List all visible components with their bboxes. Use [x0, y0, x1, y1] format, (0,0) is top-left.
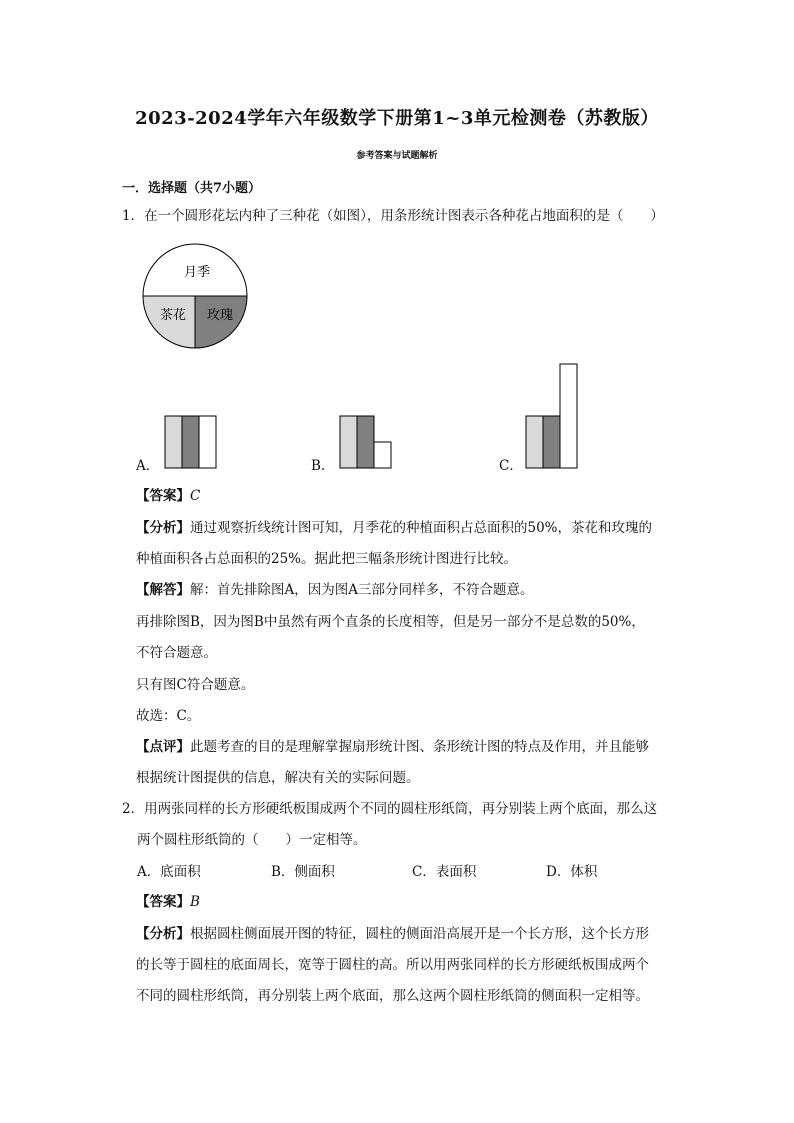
q2-analysis-line-3: 不同的圆柱形纸筒，再分别装上两个底面，那么这两个圆柱形纸筒的侧面积一定相等。 [136, 988, 649, 1004]
q1-answer [136, 486, 200, 506]
q1-option-c-label: C． [499, 458, 523, 474]
q1-solution-line-4: 只有图C符合题意。 [136, 677, 255, 693]
bar-b-1 [340, 416, 357, 468]
q1-comment-line-2: 根据统计图提供的信息，解决有关的实际问题。 [136, 770, 420, 786]
q1-solution-line-2: 再排除图B，因为图B中虽然有两个直条的长度相等，但是另一部分不是总数的50%， [136, 614, 645, 630]
answer-value: B [190, 894, 200, 910]
q2-stem-line-2: 两个圆柱形纸筒的（ ）一定相等。 [137, 832, 367, 848]
q1-solution-line-3: 不符合题意。 [136, 645, 217, 661]
q1-option-a-chart [163, 414, 219, 470]
bar-c-1 [526, 416, 543, 468]
comment-tag: 【点评】 [136, 739, 190, 755]
q2-option-d: D．体积 [546, 864, 598, 880]
bar-a-1 [165, 416, 182, 468]
q1-option-b-label: B． [311, 458, 335, 474]
pie-label-chahua: 茶花 [159, 308, 187, 323]
bar-a-3 [199, 416, 216, 468]
q2-stem-line-1: 2．用两张同样的长方形硬纸板围成两个不同的圆柱形纸筒，再分别装上两个底面，那么这 [122, 801, 658, 817]
q1-solution-line-1: 【解答】解：首先排除图A，因为图A三部分同样多，不符合题意。 [136, 582, 534, 598]
q1-analysis-line-2: 种植面积各占总面积的25%。据此把三幅条形统计图进行比较。 [136, 551, 518, 567]
analysis-tag: 【分析】 [136, 926, 190, 942]
q2-option-b: B．侧面积 [271, 864, 335, 880]
document-subtitle: 参考答案与试题解析 [356, 151, 438, 161]
q1-pie-figure [140, 243, 250, 350]
q2-analysis-line-2: 的长等于圆柱的底面周长，宽等于圆柱的高。所以用两张同样的长方形硬纸板围成两个 [136, 957, 649, 973]
bar-c-2 [543, 416, 560, 468]
bar-b-3 [374, 442, 391, 468]
answer-tag: 【答案】 [136, 488, 190, 504]
q1-option-a-label: A． [136, 458, 160, 474]
solution-tag: 【解答】 [136, 582, 190, 598]
q2-analysis-line-1: 【分析】根据圆柱侧面展开图的特征，圆柱的侧面沿高展开是一个长方形，这个长方形 [136, 926, 649, 942]
answer-value: C [190, 488, 201, 504]
q1-stem: 1．在一个圆形花坛内种了三种花（如图），用条形统计图表示各种花占地面积的是（ ） [122, 208, 664, 224]
q1-option-c-chart [524, 362, 580, 470]
bar-c-3 [560, 364, 577, 468]
section-heading: 一．选择题（共7小题） [122, 181, 262, 196]
answer-tag: 【答案】 [136, 894, 190, 910]
q2-option-a: A．底面积 [137, 864, 201, 880]
bar-b-2 [357, 416, 374, 468]
q1-solution-line-5: 故选：C。 [136, 708, 201, 724]
q2-option-c: C．表面积 [412, 864, 477, 880]
pie-label-meigui: 玫瑰 [206, 308, 234, 323]
q1-analysis-line-1: 【分析】通过观察折线统计图可知，月季花的种植面积占总面积的50%，茶花和玫瑰的 [136, 520, 653, 536]
analysis-tag: 【分析】 [136, 520, 190, 536]
q2-answer [136, 892, 200, 912]
bar-a-2 [182, 416, 199, 468]
document-title: 2023-2024学年六年级数学下册第1~3单元检测卷（苏教版） [135, 108, 659, 129]
pie-label-yueji: 月季 [183, 265, 211, 280]
q1-option-b-chart [338, 414, 394, 470]
q1-comment-line-1: 【点评】此题考查的目的是理解掌握扇形统计图、条形统计图的特点及作用，并且能够 [136, 739, 649, 755]
